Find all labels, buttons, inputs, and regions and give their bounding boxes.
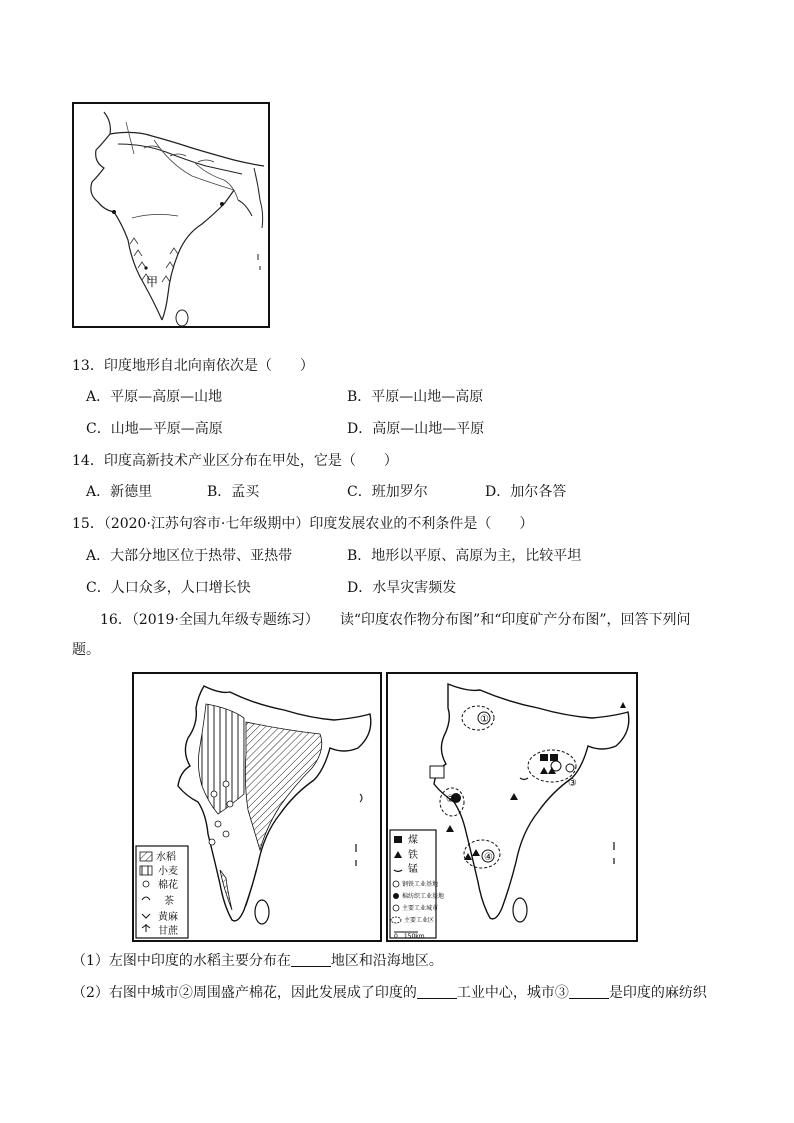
q13-option-b[interactable]: B．平原—山地—高原 [347,389,484,405]
legend-rice: 水稻 [156,852,176,863]
label-c4: ④ [484,852,493,863]
q15-option-c[interactable]: C．人口众多，人口增长快 [86,580,251,596]
crop-distribution-map [132,672,382,942]
q15-option-a[interactable]: A．大部分地区位于热带、亚热带 [86,548,293,564]
mineral-distribution-map [386,672,638,942]
label-c3: ③ [568,778,577,789]
label-c2: ② [446,794,455,805]
legend-coal: 煤 [408,835,418,846]
mineral-map-svg [388,674,636,940]
label-jia: 甲 [146,275,159,289]
q13-option-a[interactable]: A．平原—高原—山地 [86,389,223,405]
legend-wheat: 小麦 [158,866,178,877]
q15-option-b[interactable]: B．地形以平原、高原为主，比较平坦 [347,548,582,564]
legend-manganese: 锰 [408,864,418,875]
q16-stem-line2: 题。 [72,642,100,658]
q16-stem-line1: 16．（2019·全国九年级专题练习） 读“印度农作物分布图”和“印度矿产分布图”，回答下列问 [100,612,691,628]
q15-option-d[interactable]: D．水旱灾害频发 [347,580,457,596]
q14-option-d[interactable]: D．加尔各答 [485,484,567,500]
q14-stem: 14．印度高新技术产业区分布在甲处，它是（ ） [72,453,398,469]
legend-tea: 茶 [164,896,174,907]
q15-stem: 15．（2020·江苏句容市·七年级期中）印度发展农业的不利条件是（ ） [72,516,534,532]
q13-option-d[interactable]: D．高原—山地—平原 [347,421,485,437]
q16-sub1-blank[interactable] [291,952,331,967]
q16-sub2-part-a: （2）右图中城市②周围盛产棉花，因此发展成了印度的 [72,985,417,1001]
legend-textile-base: 棉纺织工业基地 [402,893,445,900]
q16-sub2-part-b: 工业中心，城市③ [456,985,569,1001]
q16-sub2-blank2[interactable] [569,984,609,999]
q16-sub2 [72,983,707,1003]
q14-option-b[interactable]: B．孟买 [207,484,260,500]
q13-stem: 13．印度地形自北向南依次是（ ） [72,358,314,374]
label-c1: ① [480,714,489,725]
q14-option-c[interactable]: C．班加罗尔 [347,484,428,500]
q16-sub2-part-c: 是印度的麻纺织 [608,985,707,1001]
india-terrain-map [72,102,270,328]
q16-sub2-blank1[interactable] [417,984,457,999]
q16-sub1-part-b: 地区和沿海地区。 [330,953,443,969]
india-maps-figure [132,672,638,942]
legend-sugarcane: 甘蔗 [158,926,178,937]
india-terrain-svg [74,104,268,326]
legend-steel-base: 钢铁工业基地 [402,881,439,888]
legend-scale: 0 150km [394,933,425,940]
crop-map-svg [134,674,380,940]
legend-main-zone: 主要工业区 [404,917,435,924]
legend-cotton: 棉花 [158,880,178,891]
q13-option-c[interactable]: C．山地—平原—高原 [86,421,223,437]
q14-option-a[interactable]: A．新德里 [86,484,153,500]
legend-jute: 黄麻 [158,912,178,923]
legend-iron: 铁 [408,850,418,861]
q16-sub1 [72,951,443,971]
q16-sub1-part-a: （1）左图中印度的水稻主要分布在 [72,953,291,969]
legend-main-city: 主要工业城市 [402,905,439,912]
